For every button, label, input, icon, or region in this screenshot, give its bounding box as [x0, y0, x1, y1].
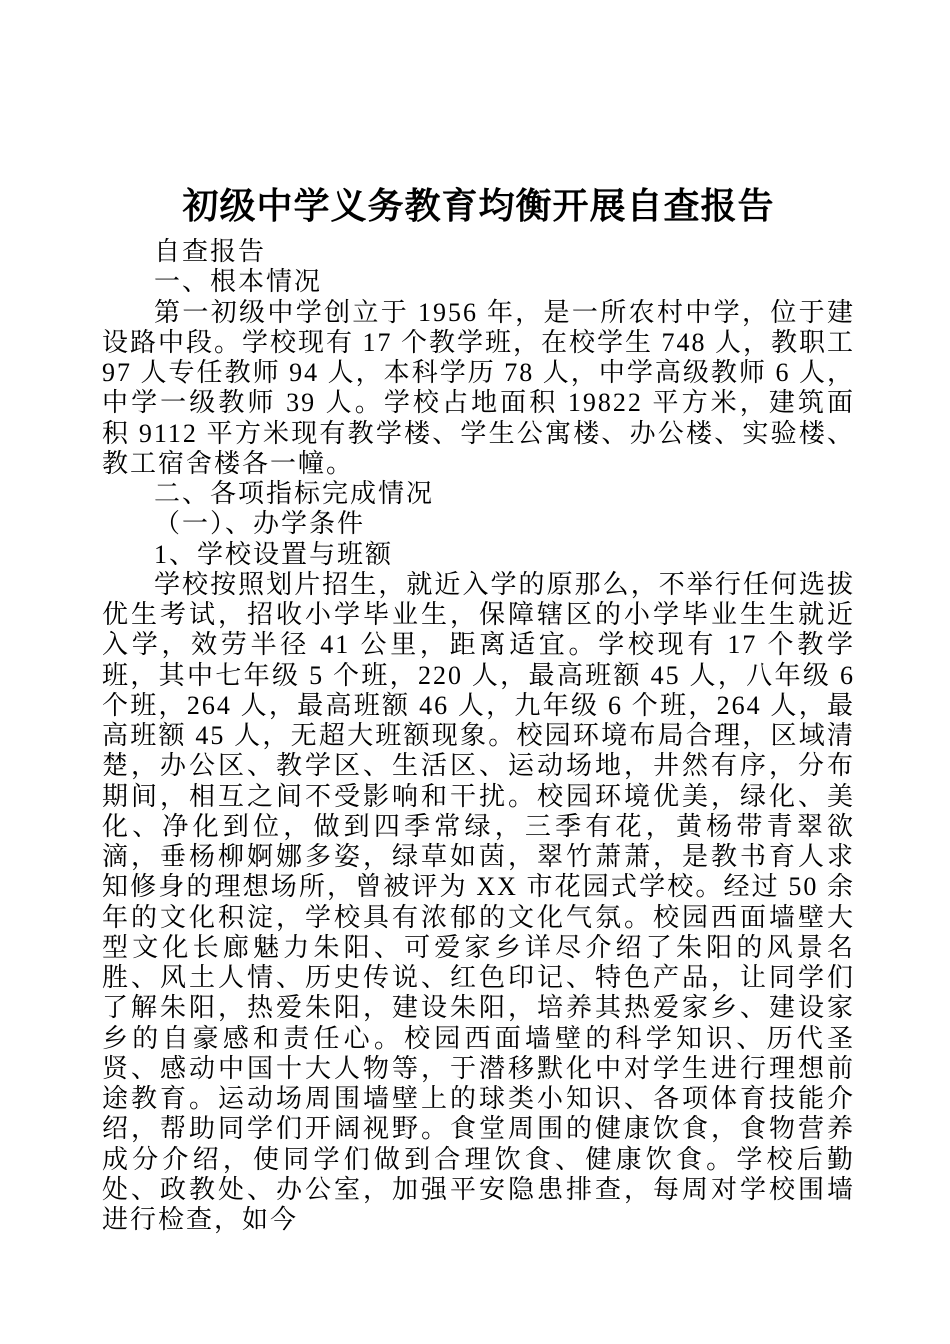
paragraph-school-overview: 第一初级中学创立于 1956 年，是一所农村中学，位于建设路中段。学校现有 17 个教学班，在校学生 748 人，教职工 97 人专任教师 94 人，本科学历 78 人，中学高级教师 6 人，中学一级教师 39 人。学校占地面积 19822 平方米，建筑面积 9112 平方米现有教学楼、学生公寓楼、办公楼、实验楼、教工宿舍楼各一幢。 — [102, 297, 856, 478]
section-heading-basic-info: 一、根本情况 — [154, 267, 323, 297]
item-heading-school-setup: 1、学校设置与班额 — [154, 539, 394, 569]
document-title: 初级中学义务教育均衡开展自查报告 — [182, 186, 775, 226]
subsection-heading-school-conditions: （一）、办学条件 — [154, 509, 366, 539]
section-heading-indicators: 二、各项指标完成情况 — [154, 479, 435, 509]
document-body — [102, 237, 855, 1235]
paragraph-school-setup-details: 学校按照划片招生，就近入学的原那么，不举行任何选拔优生考试，招收小学毕业生，保障辖区的小学毕业生生就近入学，效劳半径 41 公里，距离适宜。学校现有 17 个教学班，其中七年级 5 个班，220 人，最高班额 45 人，八年级 6 个班，264 人，最高班额 46 人，九年级 6 个班，264 人，最高班额 45 人，无超大班额现象。校园环境布局合理，区域清楚，办公区、教学区、生活区、运动场地，井然有序，分布期间，相互之间不受影响和干扰。校园环境优美，绿化、美化、净化到位，做到四季常绿，三季有花，黄杨带青翠欲滴，垂杨柳婀娜多姿，绿草如茵，翠竹萧萧，是教书育人求知修身的理想场所，曾被评为 XX 市花园式学校。经过 50 余年的文化积淀，学校具有浓郁的文化气氛。校园西面墙壁大型文化长廊魅力朱阳、可爱家乡详尽介绍了朱阳的风景名胜、风土人情、历史传说、红色印记、特色产品，让同学们了解朱阳，热爱朱阳，建设朱阳，培养其热爱家乡、建设家乡的自豪感和责任心。校园西面墙壁的科学知识、历代圣贤、感动中国十大人物等，于潜移默化中对学生进行理想前途教育。运动场周围墙壁上的球类小知识、各项体育技能介绍，帮助同学们开阔视野。食堂周围的健康饮食，食物营养成分介绍，使同学们做到合理饮食、健康饮食。学校后勤处、政教处、办公室，加强平安隐患排查，每周对学校围墙进行检查，如今 — [102, 569, 855, 1235]
report-label: 自查报告 — [154, 237, 267, 267]
